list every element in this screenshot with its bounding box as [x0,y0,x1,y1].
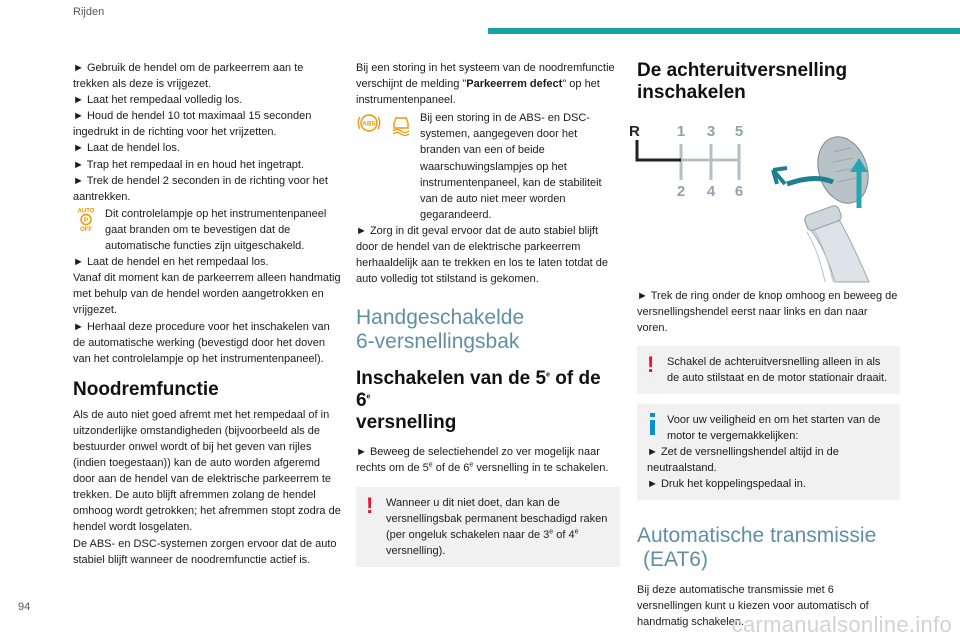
auto-off-notice-text: Dit controlelampje op het instrumentenpaneel gaat branden om te bevestigen dat de automatische functies zijn uitgeschakeld. [105,207,327,253]
section-title-line: Automatische transmissie [637,524,877,548]
auto-off-lamp-icon [73,206,99,232]
warning-box [356,487,620,567]
watermark: carmanualsonline.info [731,612,952,637]
instruction-line: ► Laat de hendel en het rempedaal los. [73,256,269,269]
section-heading: De achteruitversnelling inschakelen [637,60,848,103]
info-icon [647,412,659,436]
paragraph: De ABS- en DSC-systemen zorgen ervoor dat de auto stabiel blijft wanneer de noodremfunctie actief is. [73,537,337,566]
column-3-lower [637,288,900,631]
header-accent-bar [488,28,960,34]
instruction-line: ► Laat de hendel los. [73,142,180,155]
info-line: ► Druk het koppelingspedaal in. [647,478,806,491]
subsection-heading: Inschakelen van de 5e of de 6e versnelling [356,368,601,434]
warning-exclamation-icon: ! [366,492,374,518]
info-text: Voor uw veiligheid en om het starten van de motor te vergemakkelijken: [667,414,881,443]
section-title-line: Handgeschakelde [356,306,525,330]
auto-off-notice [73,206,341,254]
section-title-line: 6-versnellingsbak [356,330,520,354]
instruction-line: ► Gebruik de hendel om de parkeerrem aan te trekken als deze is vrijgezet. [73,62,304,91]
section-title [637,524,900,572]
instruction-line: ► Trap het rempedaal in en houd het ingetrapt. [73,158,305,171]
column-1 [73,60,341,568]
abs-dsc-notice-text: Bij een storing in de ABS- en DSC-systemen, aangegeven door het branden van een of beide waarschuwingslampjes op het instrumentenpaneel, kan de stabiliteit van de auto niet meer worden gegarandeerd. [420,112,602,221]
svg-text:AUTO: AUTO [77,208,95,215]
section-heading: Noodremfunctie [73,378,219,400]
instruction-line: ► Zorg in dit geval ervoor dat de auto stabiel blijft door de hendel van de elektrische parkeerrem herhaaldelijk aan te trekken en los te laten totdat de auto volledig tot stilstand is gekomen. [356,224,608,286]
instruction-line: ► Houd de hendel 10 tot maximaal 15 seconden ingedrukt in de richting voor het vrijzetten. [73,110,312,139]
instruction-line: ► Trek de ring onder de knop omhoog en beweeg de versnellingshendel eerst naar links en dan naar voren. [637,290,898,335]
gear-label: 4 [706,183,716,200]
info-box [637,404,900,500]
dsc-lamp-icon [388,110,414,136]
paragraph: Als de auto niet goed afremt met het rempedaal of in uitzonderlijke omstandigheden (bijvoorbeeld als de bestuurder onwel wordt of bij het geven van rijles (indien toegestaan)) kan de auto worden afgeremd door aan de hendel van de elektrische parkeerrem te trekken. De auto blijft afremmen zolang de hendel omhoog wordt getrokken; het afremmen stopt zodra de hendel wordt losgelaten. [73,408,341,534]
gear-label: 5 [734,123,744,140]
section-title [356,306,620,354]
message-text: Parkeerrem defect [466,78,563,91]
abs-lamp-icon [356,110,382,136]
section-title-line: (EAT6) [643,548,708,572]
column-2 [356,60,620,567]
instruction-line: ► Beweeg de selectiehendel zo ver mogelijk naar rechts om de 5e of de 6e versnelling in te schakelen. [356,446,609,475]
gear-label: 3 [706,123,716,140]
svg-text:OFF: OFF [80,226,92,233]
warning-exclamation-icon: ! [647,352,655,378]
warning-text: Wanneer u dit niet doet, dan kan de versnellingsbak permanent beschadigd raken (per ongeluk schakelen naar de 3e of 4e versnelling). [386,496,608,557]
instruction-line: ► Herhaal deze procedure voor het inschakelen van de automatische werking (bevestigd door het doven van het controlelampje op het instrumentenpaneel). [73,320,330,365]
reverse-path [637,140,681,160]
instruction-line: ► Trek de hendel 2 seconden in de richting voor het aantrekken. [73,174,328,203]
paragraph: Bij een storing in het systeem van de noodremfunctie verschijnt de melding "Parkeerrem defect" op het instrumentenpaneel. [356,62,615,107]
gear-pattern-lines [681,144,739,180]
paragraph: Bij deze automatische transmissie met 6 versnellingen kunt u kiezen voor automatisch of handmatig schakelen. [637,584,869,629]
paragraph: Vanaf dit moment kan de parkeerrem alleen handmatig met behulp van de hendel worden aangetrokken en vrijgezet. [73,272,341,317]
header-section-label: Rijden [73,6,105,18]
gear-label: 6 [734,183,744,200]
warning-text: Schakel de achteruitversnelling alleen in als de auto stilstaat en de motor stationair draait. [667,356,888,385]
abs-dsc-notice [356,110,620,223]
gear-label: 1 [676,123,686,140]
svg-text:P: P [83,216,89,224]
instruction-line: ► Laat het rempedaal volledig los. [73,94,243,107]
column-3 [637,60,900,104]
arrow-left-icon [773,168,787,184]
gear-label-r: R [629,123,640,140]
gear-shift-diagram [629,112,877,286]
page-number: 94 [18,601,31,613]
gear-label: 2 [676,183,686,200]
warning-box [637,346,900,394]
info-line: ► Zet de versnellingshendel altijd in de neutraalstand. [647,446,839,475]
svg-text:ABS: ABS [362,120,376,128]
